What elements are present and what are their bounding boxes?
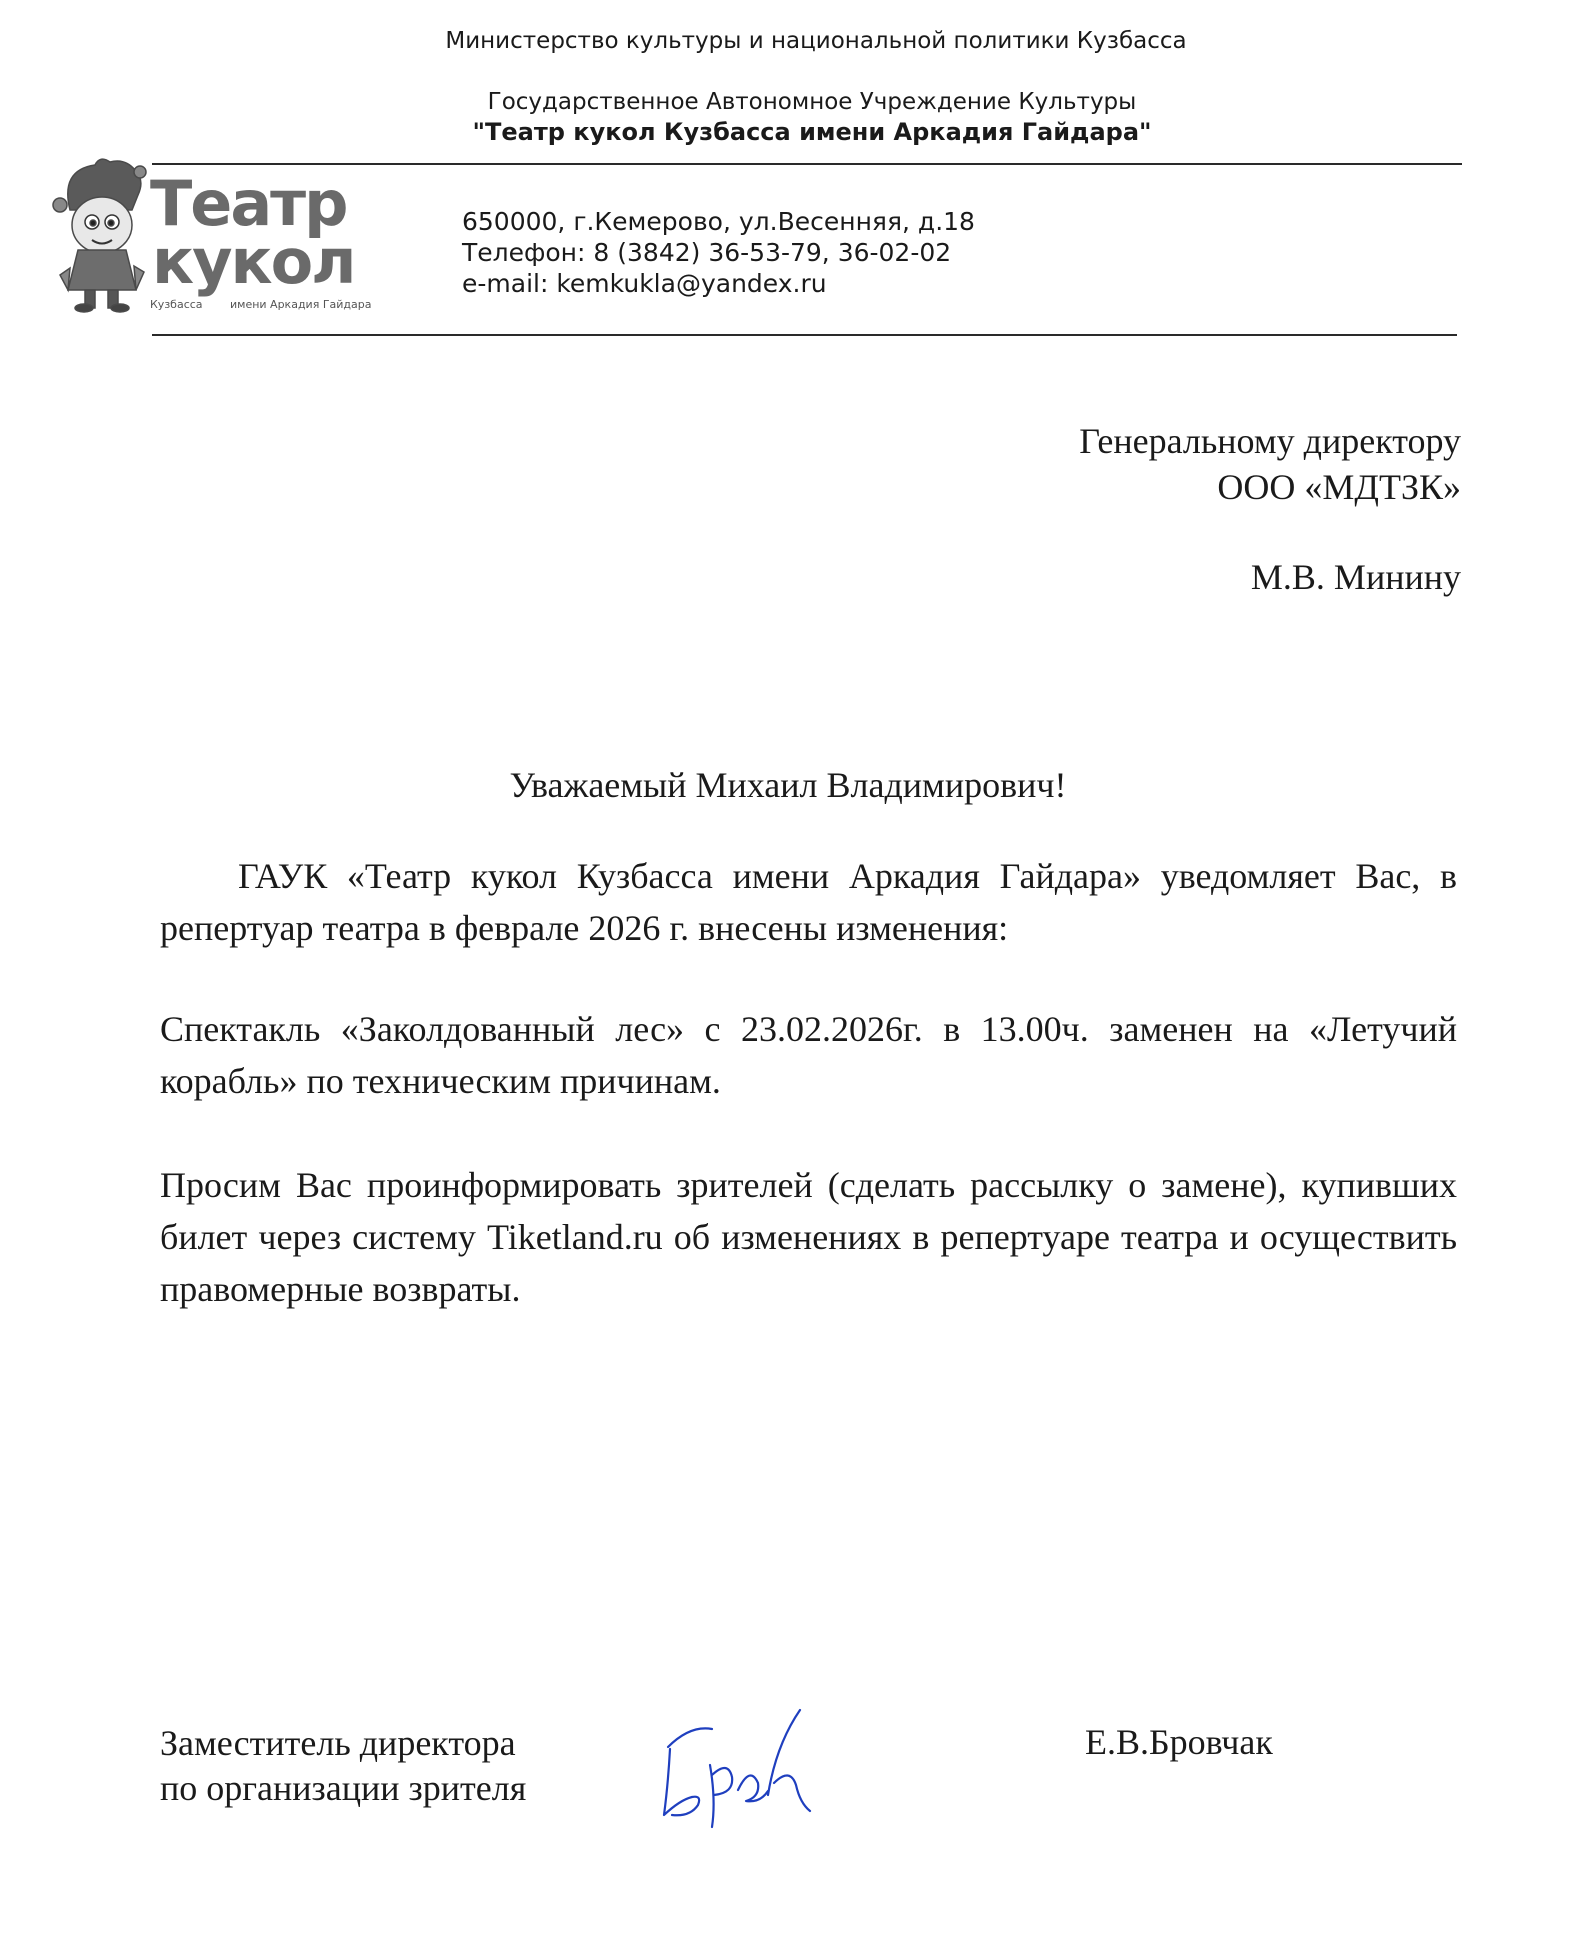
signatory-title-line1: Заместитель директора [160, 1723, 516, 1763]
logo-subtitle-left: Кузбасса [150, 298, 203, 311]
logo-lettering [150, 167, 371, 311]
handwritten-signature [650, 1705, 830, 1835]
logo-line2: кукол [152, 225, 355, 298]
institution-type: Государственное Автономное Учреждение Культуры [487, 89, 1137, 115]
addressee-person: М.В. Минину [1250, 557, 1461, 597]
theatre-logo [40, 150, 390, 315]
phone: Телефон: 8 (3842) 36-53-79, 36-02-02 [462, 238, 952, 267]
header-divider-bottom [152, 334, 1457, 336]
email: e-mail: kemkukla@yandex.ru [462, 269, 827, 298]
logo-line1: Театр [150, 167, 347, 240]
jester-icon [53, 159, 146, 312]
address: 650000, г.Кемерово, ул.Весенняя, д.18 [462, 207, 975, 236]
institution-name: "Театр кукол Кузбасса имени Аркадия Гайдара" [472, 118, 1152, 146]
paragraph-replacement: Спектакль «Заколдованный лес» с 23.02.2026г. в 13.00ч. заменен на «Летучий корабль» по техническим причинам. [160, 1009, 1457, 1101]
contact-block [462, 206, 975, 299]
paragraph-notice: ГАУК «Театр кукол Кузбасса имени Аркадия Гайдара» уведомляет Вас, в репертуар театра в феврале 2026 г. внесены изменения: [160, 856, 1457, 948]
signatory-title-line2: по организации зрителя [160, 1768, 527, 1808]
logo-subtitle-right: имени Аркадия Гайдара [230, 298, 372, 311]
addressee-position: Генеральному директору [1079, 421, 1461, 461]
addressee-company: ООО «МДТЗК» [1217, 467, 1461, 507]
paragraph-request: Просим Вас проинформировать зрителей (сделать рассылку о замене), купивших билет через систему Tiketland.ru об изменениях в репертуаре театра и осуществить правомерные возвраты. [160, 1165, 1457, 1309]
signatory-name: Е.В.Бровчак [1085, 1722, 1273, 1762]
salutation: Уважаемый Михаил Владимирович! [509, 765, 1067, 805]
ministry-name: Министерство культуры и национальной политики Кузбасса [445, 28, 1187, 54]
signatory-title [160, 1721, 526, 1811]
